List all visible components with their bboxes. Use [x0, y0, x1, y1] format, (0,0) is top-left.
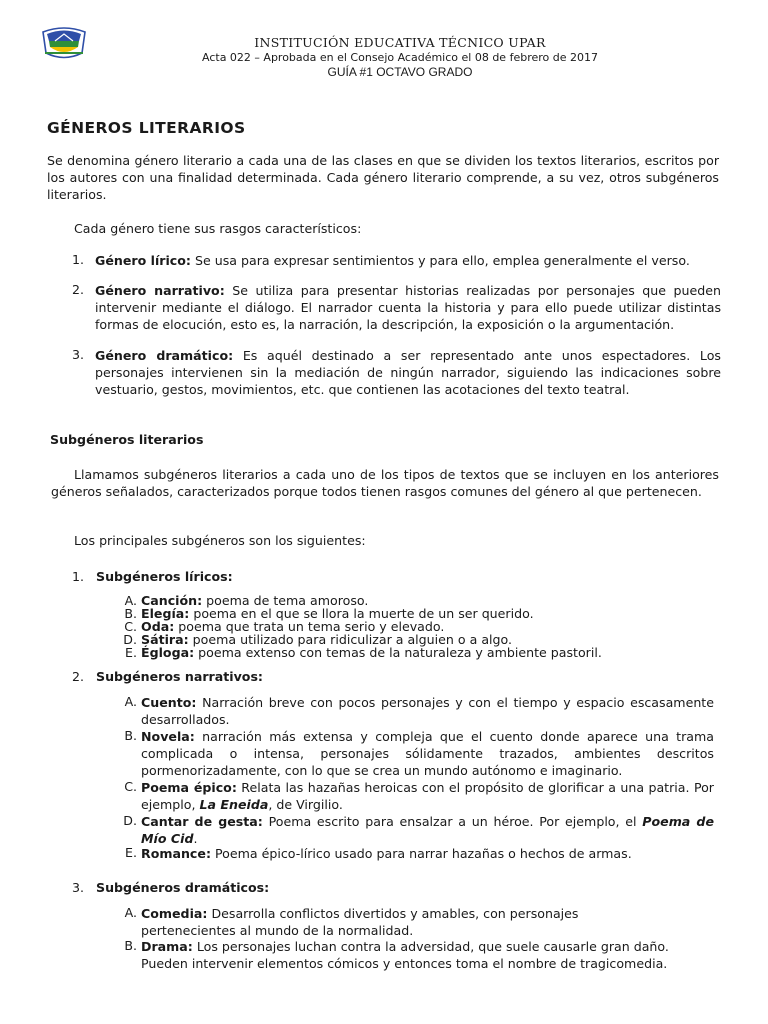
school-crest-logo: [41, 26, 87, 60]
list-item: [141, 905, 626, 939]
term: Novela:: [141, 729, 195, 744]
subgeneros-heading: Subgéneros literarios: [50, 432, 204, 447]
intro-paragraph: Se denomina género literario a cada una de las clases en que se dividen los textos literarios, escritos por los autores con una finalidad determinada. Cada género literario comprende, a su vez, otros subgéneros literarios.: [47, 153, 719, 202]
term: Oda:: [141, 619, 175, 634]
definition: Narración breve con pocos personajes y con el tiempo y espacio escasamente desarrollados.: [141, 695, 714, 727]
term: Égloga:: [141, 645, 195, 660]
list-item: [141, 938, 714, 972]
term: Cuento:: [141, 695, 197, 710]
term: Poema épico:: [141, 780, 237, 795]
author: .: [193, 831, 198, 846]
definition: poema de tema amoroso.: [206, 593, 369, 608]
section-heading: Subgéneros dramáticos:: [96, 880, 270, 895]
section-heading: Subgéneros narrativos:: [96, 669, 263, 684]
author: , de Virgilio.: [268, 797, 343, 812]
list-letter: D.: [123, 813, 137, 828]
subgeneros-paragraph: Llamamos subgéneros literarios a cada uno de los tipos de textos que se incluyen en los anteriores géneros señalados, caracterizados porque todos tienen rasgos comunes del género al que pertenecen.: [51, 467, 719, 499]
list-letter: E.: [125, 845, 137, 860]
section-number: 3.: [71, 880, 84, 895]
list-item: [141, 694, 714, 728]
list-letter: B.: [124, 606, 137, 621]
definition: Poema escrito para ensalzar a un héroe. Por ejemplo, el: [268, 814, 637, 829]
list-item: [141, 779, 714, 813]
list-number: 3.: [71, 347, 84, 362]
definition: narración más extensa y compleja que el cuento donde aparece una trama complicada o intensa, personajes sólidamente trazados, ambientes descritos pormenorizadamente, con lo que se crea un mundo autónomo e imaginario.: [141, 729, 714, 778]
definition: Poema épico-lírico usado para narrar hazañas o hechos de armas.: [215, 846, 632, 861]
work-title: Poema de Mío Cid: [141, 814, 714, 846]
term: Elegía:: [141, 606, 190, 621]
term: Cantar de gesta:: [141, 814, 263, 829]
list-item: [95, 282, 721, 333]
list-item: [141, 813, 714, 847]
definition: Se usa para expresar sentimientos y para ello, emplea generalmente el verso.: [194, 253, 690, 268]
definition: poema utilizado para ridiculizar a alguien o a algo.: [192, 632, 513, 647]
work-title: La Eneida: [199, 797, 269, 812]
definition: Desarrolla conflictos divertidos y amables, con personajes pertenecientes al mundo de la normalidad.: [141, 906, 579, 938]
term: Drama:: [141, 939, 193, 954]
section-number: 2.: [71, 669, 84, 684]
list-number: 1.: [71, 252, 84, 267]
list-number: 2.: [71, 282, 84, 297]
guide-title: GUÍA #1 OCTAVO GRADO: [327, 65, 473, 79]
definition: poema extenso con temas de la naturaleza y ambiente pastoril.: [198, 645, 602, 660]
definition: poema que trata un tema serio y elevado.: [178, 619, 445, 634]
list-item: [95, 252, 721, 269]
definition: Relata las hazañas heroicas con el propósito de glorificar a una patria. Por ejemplo,: [141, 780, 714, 812]
list-item: [141, 845, 632, 862]
list-letter: B.: [124, 728, 137, 743]
term: Sátira:: [141, 632, 189, 647]
term: Comedia:: [141, 906, 208, 921]
principales-line: Los principales subgéneros son los siguientes:: [74, 533, 366, 548]
term: Género lírico:: [95, 253, 191, 268]
list-item: [95, 347, 721, 398]
acta-line: Acta 022 – Aprobada en el Consejo Académico el 08 de febrero de 2017: [202, 51, 598, 64]
term: Romance:: [141, 846, 211, 861]
definition: poema en el que se llora la muerte de un ser querido.: [193, 606, 534, 621]
list-item: [141, 728, 714, 779]
list-item: [141, 646, 602, 659]
section-number: 1.: [71, 569, 84, 584]
list-letter: C.: [124, 779, 137, 794]
list-letter: C.: [124, 619, 137, 634]
term: Canción:: [141, 593, 203, 608]
term: Género dramático:: [95, 348, 234, 363]
list-letter: B.: [124, 938, 137, 953]
definition: Se utiliza para presentar historias realizadas por personajes que pueden intervenir mediante el diálogo. El narrador cuenta la historia y para ello puede utilizar distintas formas de elocución, esto es, la narración, la descripción, la exposición o la argumentación.: [95, 283, 721, 332]
list-letter: A.: [124, 905, 137, 920]
list-letter: D.: [123, 632, 137, 647]
list-letter: E.: [125, 645, 137, 660]
list-letter: A.: [124, 593, 137, 608]
rasgos-intro: Cada género tiene sus rasgos característicos:: [74, 221, 362, 236]
page-title: GÉNEROS LITERARIOS: [47, 119, 246, 137]
list-letter: A.: [124, 694, 137, 709]
term: Género narrativo:: [95, 283, 225, 298]
definition: Los personajes luchan contra la adversidad, que suele causarle gran daño. Pueden intervenir elementos cómicos y entonces toma el nombre de tragicomedia.: [141, 939, 669, 971]
definition: Es aquél destinado a ser representado ante unos espectadores. Los personajes intervienen sin la mediación de ningún narrador, siguiendo las indicaciones sobre vestuario, gestos, movimientos, etc. que contienen las acotaciones del texto teatral.: [95, 348, 721, 397]
institution-name: INSTITUCIÓN EDUCATIVA TÉCNICO UPAR: [254, 35, 546, 50]
section-heading: Subgéneros líricos:: [96, 569, 233, 584]
